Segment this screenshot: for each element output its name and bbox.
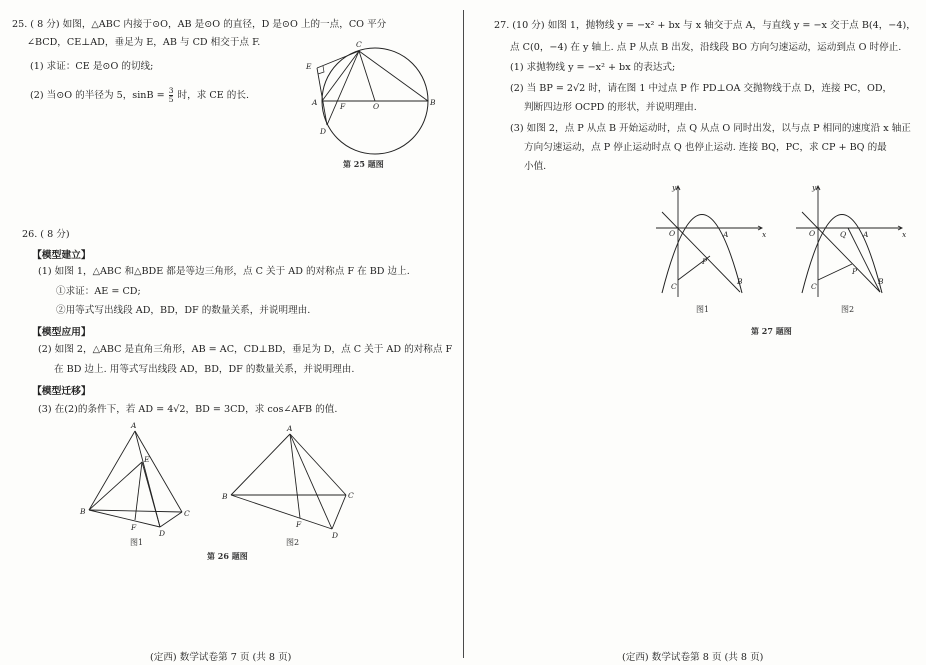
q25-fraction-num: 3 [168, 86, 174, 95]
q27-f2-label-b: B [878, 277, 884, 286]
q26-section-model-transfer: 【模型迁移】 [32, 386, 91, 397]
q26-f2-label-c: C [348, 491, 354, 500]
q27-f1-label-p: P [702, 257, 708, 266]
q25-segment-cb [359, 51, 428, 101]
q25-segment-co [359, 51, 375, 101]
q25-label-o: O [373, 102, 380, 111]
q25-part1: (1) 求证：CE 是⊙O 的切线; [30, 61, 154, 72]
q27-part3-line2: 方向匀速运动，点 P 停止运动时点 Q 也停止运动. 连接 BQ，PC，求 CP + BQ 的最 [524, 142, 887, 153]
q27-caption: 第 27 题图 [751, 326, 792, 336]
q25-figure [300, 38, 440, 148]
q26-part3: (3) 在(2)的条件下，若 AD = 4√2，BD = 3CD，求 cos∠AFB 的值. [38, 404, 338, 415]
q27-f2-label-y: y [812, 183, 817, 192]
q26-f1-ac [135, 431, 182, 512]
q26-f1-label-d: D [159, 529, 166, 538]
q26-part1: (1) 如图 1，△ABC 和△BDE 都是等边三角形，点 C 关于 AD 的对称点 F 在 BD 边上. [38, 266, 410, 277]
q26-section-model-apply: 【模型应用】 [32, 327, 91, 338]
q25-label-d: D [320, 127, 327, 136]
q26-f2-label-d: D [332, 531, 339, 540]
q27-f1-label-x: x [762, 230, 767, 239]
q26-part1-ii: ②用等式写出线段 AD，BD，DF 的数量关系，并说明理由. [56, 305, 311, 316]
q26-fig2-name: 图2 [286, 538, 300, 547]
q26-f1-bd [89, 510, 160, 527]
q27-part2-line2: 判断四边形 OCPD 的形状，并说明理由. [524, 102, 697, 113]
q26-figure1 [78, 422, 198, 537]
q26-f2-bd [231, 495, 332, 529]
q26-f2-label-b: B [222, 492, 228, 501]
q26-f1-bc [89, 510, 182, 512]
q26-f2-ac [290, 434, 346, 495]
q27-f2-line-ob [802, 212, 880, 292]
q26-f1-ab [89, 431, 135, 510]
footer-page-7: (定西) 数学试卷第 7 页 (共 8 页) [150, 652, 292, 663]
q25-label-c: C [356, 40, 362, 49]
q27-f1-label-b: B [737, 277, 743, 286]
q27-part3-line1: (3) 如图 2，点 P 从点 B 开始运动时，点 Q 从点 O 同时出发，以与点 P 相同的速度沿 x 轴正 [510, 123, 911, 134]
q27-f2-label-c: C [811, 282, 817, 291]
q27-figure1 [650, 180, 770, 300]
q27-part1: (1) 求抛物线 y = −x² + bx 的表达式; [510, 62, 676, 73]
q26-f1-cd [160, 512, 182, 527]
q25-fraction [169, 87, 174, 104]
q26-f2-label-a: A [287, 424, 293, 433]
q27-part2-line1: (2) 当 BP = 2√2 时，请在图 1 中过点 P 作 PD⊥OA 交抛物线于点 D，连接 PC，OD， [510, 83, 893, 94]
q27-f1-label-c: C [671, 282, 677, 291]
q26-f1-ed [142, 462, 160, 527]
q26-f2-ad [290, 434, 332, 529]
q26-f1-label-a: A [131, 421, 137, 430]
footer-page-8: (定西) 数学试卷第 8 页 (共 8 页) [622, 652, 764, 663]
q25-label-e: E [306, 62, 312, 71]
q26-f1-be [89, 462, 142, 510]
q25-label-b: B [430, 98, 436, 107]
q27-f2-segment-cp [818, 264, 852, 280]
q26-title: 26. ( 8 分) [22, 229, 70, 240]
q27-line1: 27. (10 分) 如图 1，抛物线 y = −x² + bx 与 x 轴交于点 A，与直线 y = −x 交于点 B(4，−4)， [494, 20, 916, 31]
q26-caption: 第 26 题图 [207, 551, 248, 561]
q27-f1-label-y: y [672, 183, 677, 192]
q27-fig1-name: 图1 [696, 305, 710, 314]
q25-label-f: F [340, 102, 346, 111]
q26-f1-label-c: C [184, 509, 190, 518]
q27-f1-label-a: A [723, 230, 729, 239]
q26-section-model-build: 【模型建立】 [32, 250, 91, 261]
q25-part2-suffix: 时，求 CE 的长. [177, 90, 249, 101]
q26-fig1-name: 图1 [130, 538, 144, 547]
q25-label-a: A [312, 98, 318, 107]
q26-part1-i: ①求证：AE = CD; [56, 286, 141, 297]
q27-part3-line3: 小值. [524, 161, 547, 172]
q25-caption: 第 25 题图 [343, 159, 384, 169]
q26-f2-ab [231, 434, 290, 495]
q26-f1-label-b: B [80, 507, 86, 516]
q26-f1-label-f: F [131, 523, 137, 532]
q27-f2-label-o: O [809, 229, 816, 238]
q27-line2: 点 C(0，−4) 在 y 轴上. 点 P 从点 B 出发，沿线段 BO 方向匀速运动，运动到点 O 时停止. [510, 42, 902, 53]
q25-part2-prefix: (2) 当⊙O 的半径为 5，sinB = [30, 90, 165, 101]
q26-part2-line1: (2) 如图 2，△ABC 是直角三角形，AB = AC，CD⊥BD，垂足为 D，点 C 关于 AD 的对称点 F [38, 344, 453, 355]
q27-f1-label-o: O [669, 229, 676, 238]
q27-f2-label-q: Q [840, 230, 847, 239]
q27-f2-label-a: A [863, 230, 869, 239]
q25-stem-line2: ∠BCD，CE⊥AD，垂足为 E，AB 与 CD 相交于点 F. [27, 37, 261, 48]
q25-part2 [30, 87, 249, 104]
q27-f2-label-x: x [902, 230, 907, 239]
q26-f2-af [290, 434, 300, 518]
q26-f2-cd [332, 495, 346, 529]
q26-figure2 [222, 425, 362, 540]
q27-fig2-name: 图2 [841, 305, 855, 314]
q25-stem-line1: 25. ( 8 分) 如图，△ABC 内接于⊙O，AB 是⊙O 的直径，D 是⊙O 上的一点，CO 平分 [12, 19, 387, 30]
q27-f2-label-p: P [852, 267, 858, 276]
q26-f1-label-e: E [144, 455, 150, 464]
q27-figure2 [790, 180, 910, 300]
q25-fraction-den: 5 [168, 95, 174, 104]
q27-f1-line-ob [662, 212, 740, 292]
page-divider [463, 10, 464, 658]
q26-f2-label-f: F [296, 520, 302, 529]
q26-part2-line2: 在 BD 边上. 用等式写出线段 AD，BD，DF 的数量关系，并说明理由. [54, 364, 355, 375]
